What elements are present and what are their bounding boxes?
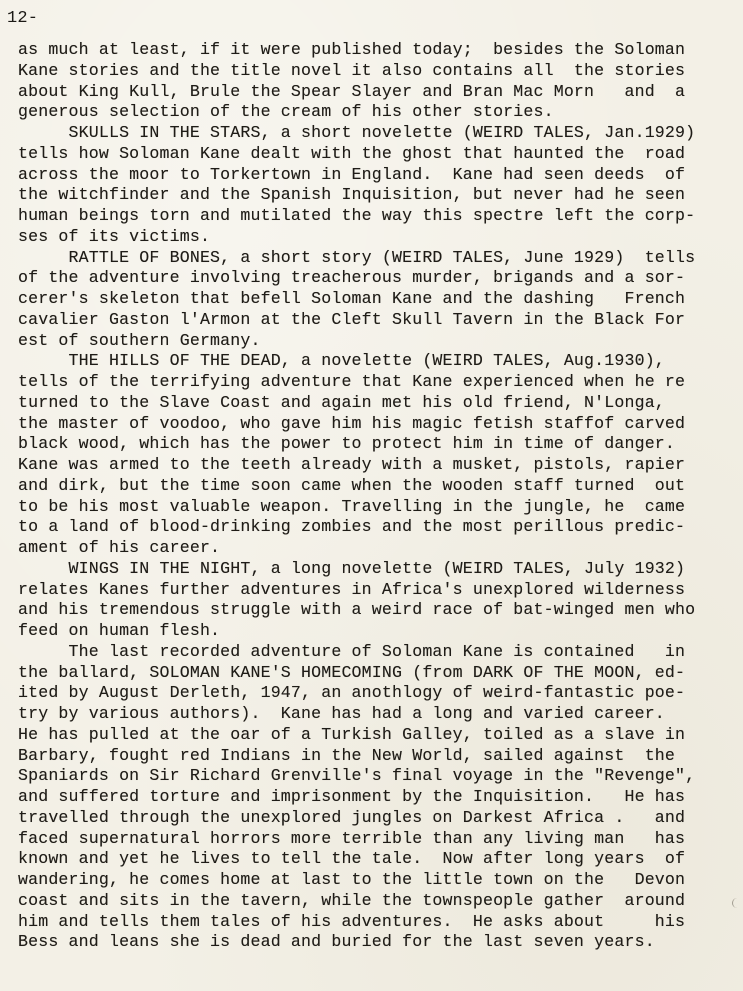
text-line: known and yet he lives to tell the tale. Now after long years of	[18, 849, 686, 869]
text-line: relates Kanes further adventures in Africa's unexplored wilderness	[18, 579, 686, 599]
text-line: black wood, which has the power to protect him in time of danger.	[18, 434, 676, 454]
text-line: the ballard, SOLOMAN KANE'S HOMECOMING (from DARK OF THE MOON, ed-	[18, 662, 686, 682]
text-line: cerer's skeleton that befell Soloman Kane and the dashing French	[18, 289, 686, 308]
text-line: and dirk, but the time soon came when the wooden staff turned out	[18, 475, 686, 495]
paragraph-start-line: RATTLE OF BONES, a short story (WEIRD TALES, June 1929) tells	[18, 247, 696, 267]
text-line: about King Kull, Brule the Spear Slayer and Bran Mac Morn and a	[18, 81, 686, 101]
text-line: human beings torn and mutilated the way this spectre left the corp-	[18, 206, 696, 225]
text-line: ited by August Derleth, 1947, an anothlogy of weird-fantastic poe-	[18, 683, 686, 703]
text-line: try by various authors). Kane has had a long and varied career.	[18, 704, 665, 723]
text-line: to a land of blood-drinking zombies and the most perillous predic-	[18, 517, 686, 537]
text-line: him and tells them tales of his adventures. He asks about his	[18, 911, 686, 931]
text-line: est of southern Germany.	[18, 330, 261, 350]
text-line: Kane was armed to the teeth already with a musket, pistols, rapier	[18, 455, 686, 474]
text-line: tells how Soloman Kane dealt with the ghost that haunted the road	[18, 143, 686, 163]
text-line: to be his most valuable weapon. Travelling in the jungle, he came	[18, 496, 686, 516]
text-line: tells of the terrifying adventure that Kane experienced when he re	[18, 372, 686, 391]
text-line: the master of voodoo, who gave him his magic fetish staffof carved	[18, 413, 686, 433]
text-line: wandering, he comes home at last to the little town on the Devon	[18, 870, 686, 889]
text-line: generous selection of the cream of his other stories.	[18, 102, 554, 122]
paragraph-start-line: WINGS IN THE NIGHT, a long novelette (WEIRD TALES, July 1932)	[18, 558, 686, 578]
text-line: Bess and leans she is dead and buried for the last seven years.	[18, 932, 655, 952]
page-number: 12-	[7, 9, 39, 28]
text-line: coast and sits in the tavern, while the townspeople gather around	[18, 890, 686, 910]
text-line: of the adventure involving treacherous murder, brigands and a sor-	[18, 268, 686, 288]
text-line: He has pulled at the oar of a Turkish Galley, toiled as a slave in	[18, 724, 686, 744]
text-line: the witchfinder and the Spanish Inquisition, but never had he seen	[18, 185, 686, 205]
text-line: travelled through the unexplored jungles on Darkest Africa . and	[18, 807, 686, 827]
text-line: Kane stories and the title novel it also contains all the stories	[18, 60, 686, 80]
paragraph-start-line: The last recorded adventure of Soloman Kane is contained in	[18, 641, 686, 661]
page-edge-mark	[732, 898, 741, 908]
text-line: as much at least, if it were published today; besides the Soloman	[18, 40, 686, 59]
text-line: ses of its victims.	[18, 226, 211, 246]
text-line: faced supernatural horrors more terrible than any living man has	[18, 828, 686, 848]
text-line: across the moor to Torkertown in England. Kane had seen deeds of	[18, 164, 686, 184]
text-line: feed on human flesh.	[18, 621, 221, 640]
text-line: Barbary, fought red Indians in the New World, sailed against the	[18, 745, 676, 765]
text-line: Spaniards on Sir Richard Grenville's final voyage in the "Revenge",	[18, 766, 696, 786]
text-line: turned to the Slave Coast and again met his old friend, N'Longa,	[18, 392, 665, 412]
text-line: ament of his career.	[18, 538, 221, 557]
paragraph-start-line: SKULLS IN THE STARS, a short novelette (WEIRD TALES, Jan.1929)	[18, 123, 696, 142]
text-line: cavalier Gaston l'Armon at the Cleft Skull Tavern in the Black For	[18, 309, 686, 329]
text-line: and his tremendous struggle with a weird race of bat-winged men who	[18, 600, 696, 620]
text-line: and suffered torture and imprisonment by the Inquisition. He has	[18, 787, 686, 806]
paragraph-start-line: THE HILLS OF THE DEAD, a novelette (WEIRD TALES, Aug.1930),	[18, 351, 665, 371]
body-text	[18, 40, 734, 953]
